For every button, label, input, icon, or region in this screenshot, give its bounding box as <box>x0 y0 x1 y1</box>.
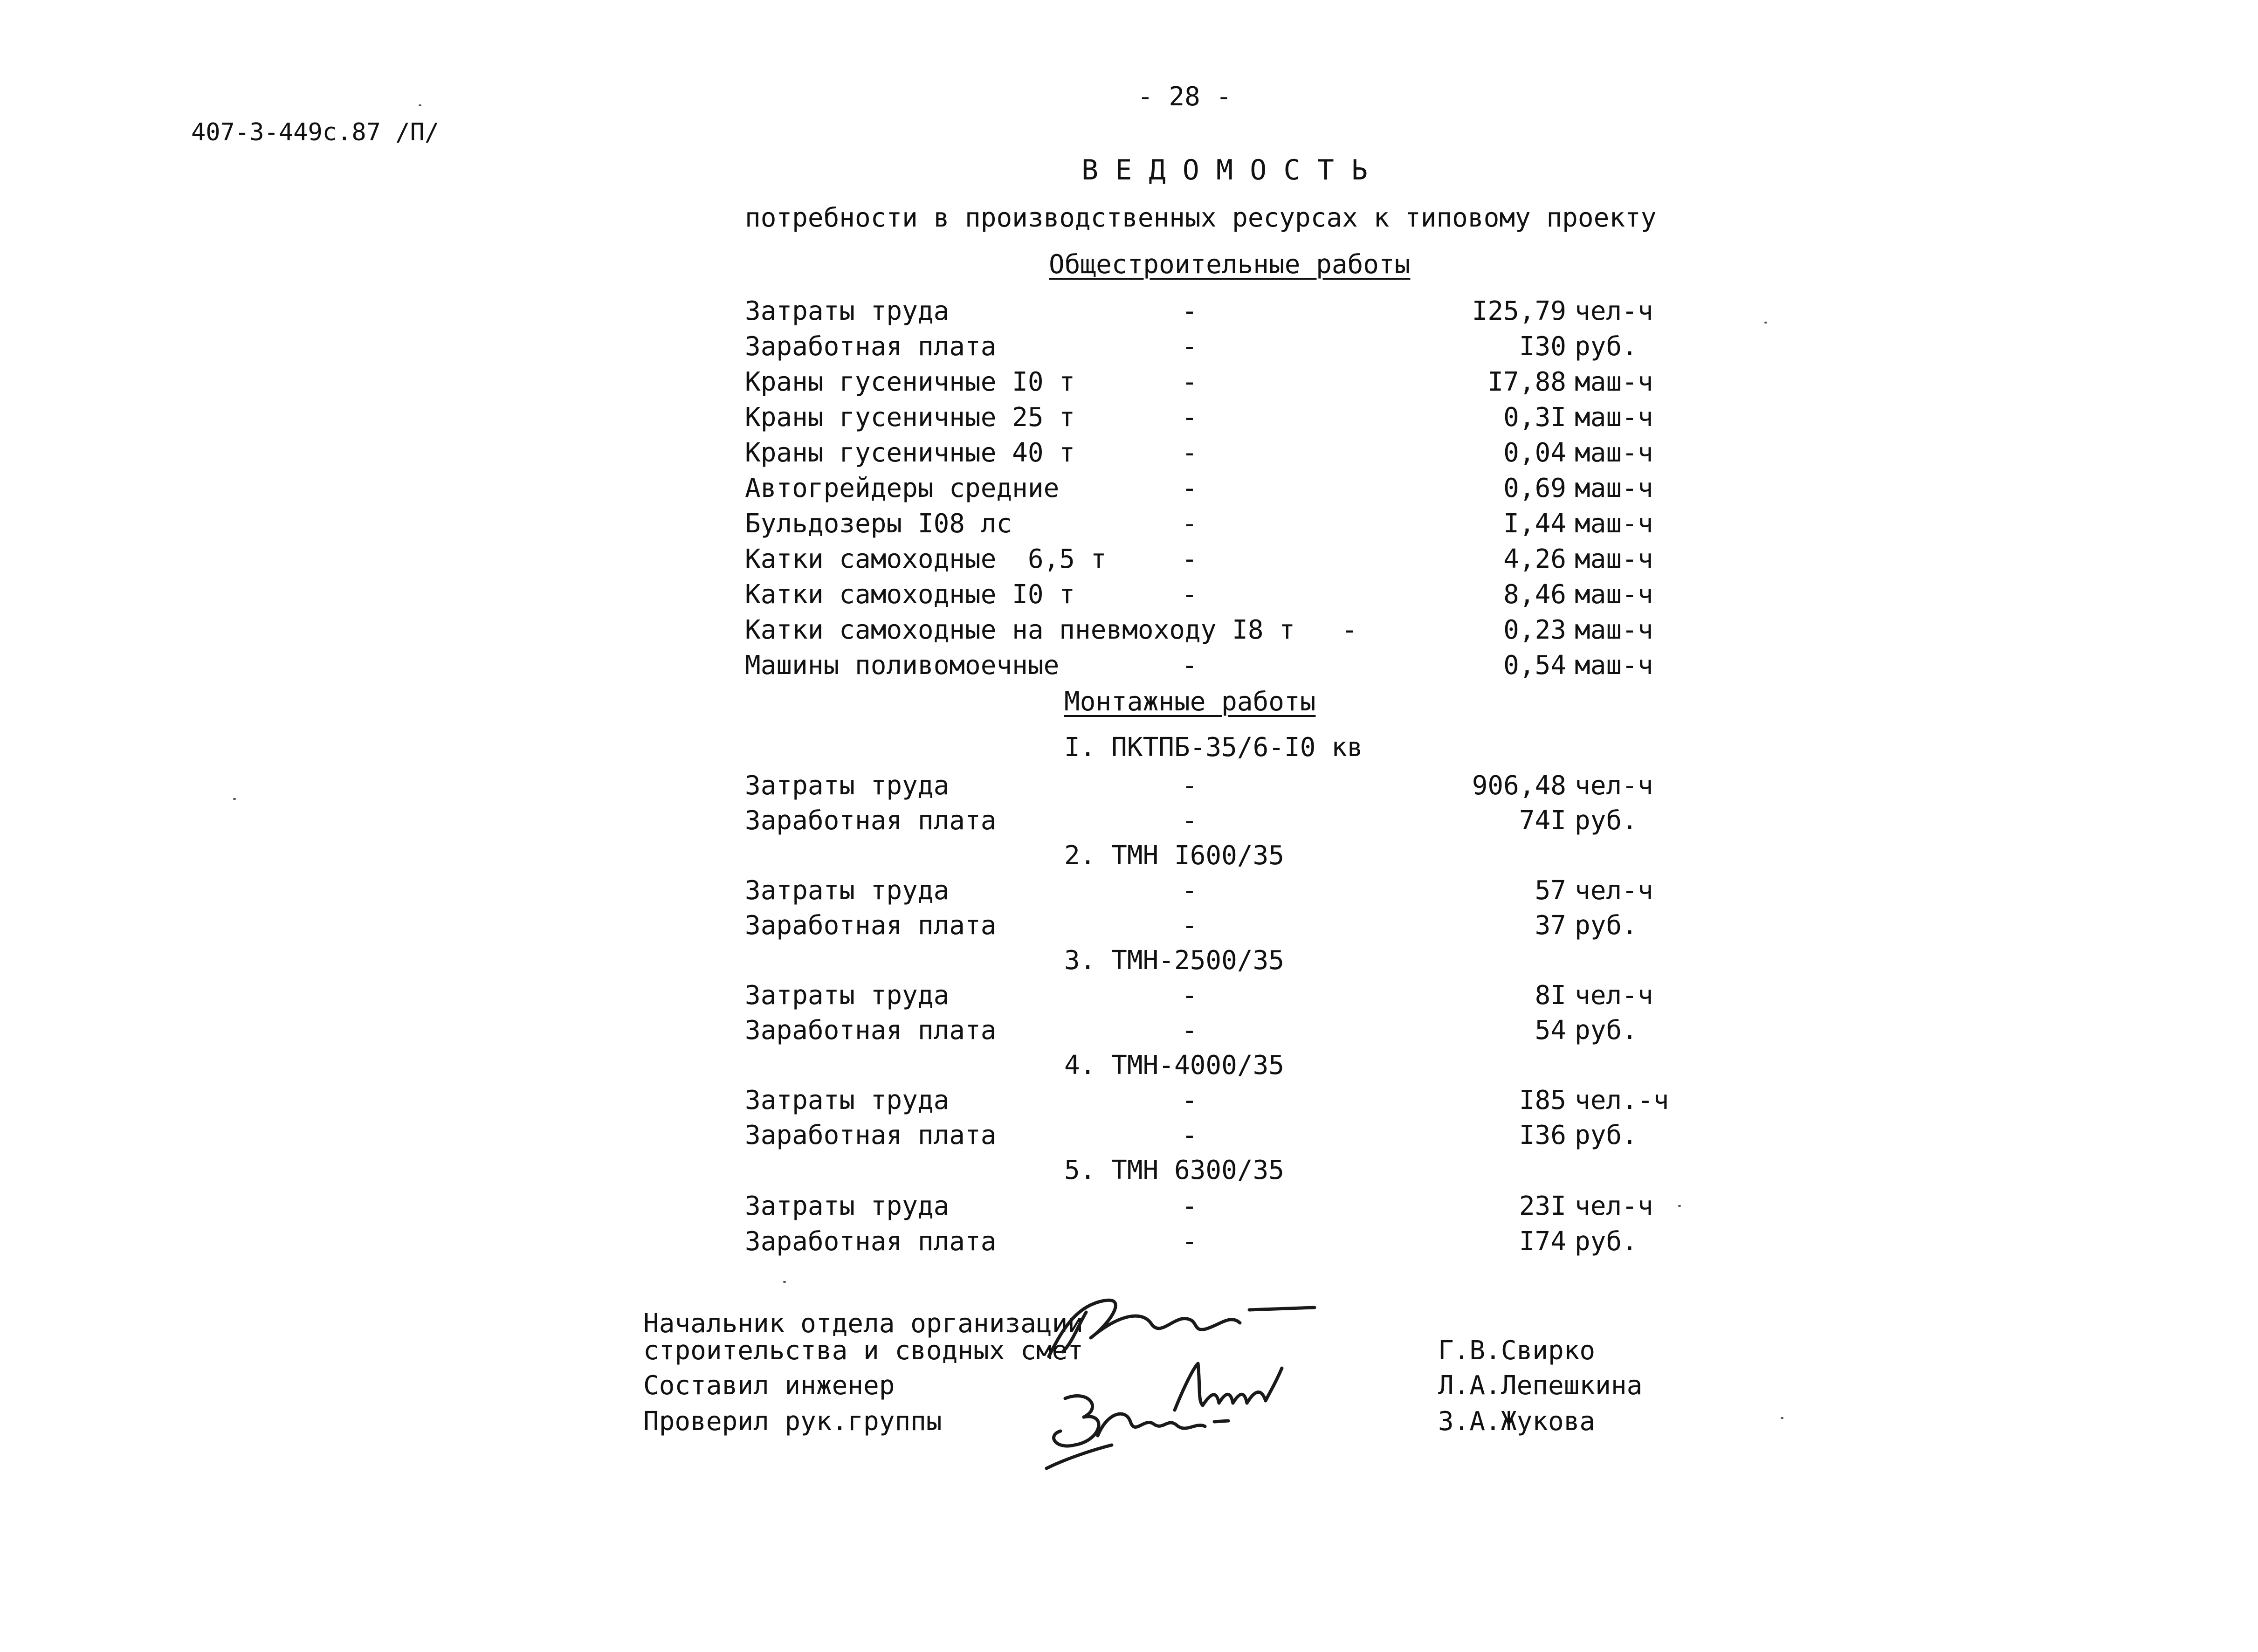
row-name: Затраты труда <box>745 296 950 326</box>
row-name: Краны гусеничные 25 т <box>745 402 1075 433</box>
group-title: 4. ТМН-4000/35 <box>1064 1050 1285 1081</box>
row-value: I25,79 <box>1472 296 1566 326</box>
row-value: 57 <box>1535 875 1566 906</box>
row-name: Заработная плата <box>745 331 997 362</box>
signatory-name: Г.В.Свирко <box>1438 1335 1596 1366</box>
row-unit: маш-ч <box>1575 438 1653 468</box>
row-dash: - <box>1182 331 1198 362</box>
row-dash: - <box>1182 473 1198 503</box>
row-unit: чел-ч <box>1575 875 1653 906</box>
signatory-role: строительства и сводных смет <box>643 1335 1084 1366</box>
row-value: 0,04 <box>1503 438 1566 468</box>
row-value: I85 <box>1519 1085 1566 1115</box>
row-dash: - <box>1182 438 1198 468</box>
row-name: Заработная плата <box>745 1120 997 1150</box>
row-value: 54 <box>1535 1015 1566 1046</box>
row-unit: руб. <box>1575 910 1638 941</box>
page-subtitle: потребности в производственных ресурсах к типовому проекту <box>745 203 1657 233</box>
row-dash: - <box>1182 1015 1198 1046</box>
row-dash: - <box>1182 805 1198 836</box>
row-value: 23I <box>1519 1191 1566 1221</box>
scan-speck <box>1764 322 1767 324</box>
row-name: Катки самоходные 6,5 т <box>745 544 1107 574</box>
row-value: 8I <box>1535 980 1566 1011</box>
row-dash: - <box>1182 402 1198 433</box>
row-unit: чел-ч <box>1575 980 1653 1011</box>
scan-speck <box>1781 1417 1783 1419</box>
signatory-name: Л.А.Лепешкина <box>1438 1370 1643 1401</box>
scan-speck <box>783 1281 786 1283</box>
row-unit: маш-ч <box>1575 579 1653 610</box>
row-dash: - <box>1182 1226 1198 1257</box>
row-dash: - <box>1182 771 1198 801</box>
row-name: Затраты труда <box>745 771 950 801</box>
row-name: Бульдозеры I08 лс <box>745 509 1012 539</box>
signature-3-graphic <box>1037 1380 1252 1473</box>
scan-speck <box>419 104 421 106</box>
row-name: Автогрейдеры средние <box>745 473 1060 503</box>
signatory-role: Проверил рук.группы <box>643 1406 942 1437</box>
row-name: Затраты труда <box>745 875 950 906</box>
row-unit: маш-ч <box>1575 473 1653 503</box>
row-unit: маш-ч <box>1575 402 1653 433</box>
scan-speck <box>1678 1205 1681 1207</box>
section-heading-mounting: Монтажные работы <box>1064 687 1316 717</box>
row-dash: - <box>1182 367 1198 397</box>
document-code: 407-3-449с.87 /П/ <box>191 118 440 146</box>
row-value: 37 <box>1535 910 1566 941</box>
row-name: Заработная плата <box>745 805 997 836</box>
group-title: I. ПКТПБ-35/6-I0 кв <box>1064 732 1363 763</box>
group-title: 3. ТМН-2500/35 <box>1064 945 1285 976</box>
row-name: Катки самоходные на пневмоходу I8 т <box>745 615 1295 645</box>
row-dash: - <box>1342 615 1357 645</box>
row-dash: - <box>1182 579 1198 610</box>
row-dash: - <box>1182 910 1198 941</box>
row-value: 0,69 <box>1503 473 1566 503</box>
group-title: 2. ТМН I600/35 <box>1064 840 1285 871</box>
row-unit: руб. <box>1575 1226 1638 1257</box>
row-dash: - <box>1182 509 1198 539</box>
row-dash: - <box>1182 650 1198 681</box>
signatory-name: З.А.Жукова <box>1438 1406 1596 1437</box>
row-value: I30 <box>1519 331 1566 362</box>
row-name: Заработная плата <box>745 1226 997 1257</box>
row-name: Заработная плата <box>745 1015 997 1046</box>
row-dash: - <box>1182 1085 1198 1115</box>
page-number: - 28 - <box>1137 82 1232 112</box>
row-unit: чел-ч <box>1575 1191 1653 1221</box>
row-name: Краны гусеничные 40 т <box>745 438 1075 468</box>
row-unit: чел-ч <box>1575 296 1653 326</box>
signatory-role: Составил инженер <box>643 1370 895 1401</box>
row-value: I74 <box>1519 1226 1566 1257</box>
row-value: 0,54 <box>1503 650 1566 681</box>
row-name: Затраты труда <box>745 980 950 1011</box>
row-name: Машины поливомоечные <box>745 650 1060 681</box>
signature-1-graphic <box>1035 1287 1324 1361</box>
row-unit: чел-ч <box>1575 771 1653 801</box>
row-unit: руб. <box>1575 1015 1638 1046</box>
row-value: 74I <box>1519 805 1566 836</box>
row-dash: - <box>1182 1191 1198 1221</box>
row-value: I36 <box>1519 1120 1566 1150</box>
row-unit: маш-ч <box>1575 367 1653 397</box>
row-dash: - <box>1182 875 1198 906</box>
row-unit: чел.-ч <box>1575 1085 1669 1115</box>
row-value: 0,23 <box>1503 615 1566 645</box>
row-unit: руб. <box>1575 331 1638 362</box>
scan-speck <box>233 798 236 800</box>
row-value: 0,3I <box>1503 402 1566 433</box>
row-unit: маш-ч <box>1575 615 1653 645</box>
row-name: Заработная плата <box>745 910 997 941</box>
row-name: Краны гусеничные I0 т <box>745 367 1075 397</box>
row-unit: руб. <box>1575 1120 1638 1150</box>
section-heading-general: Общестроительные работы <box>1049 249 1411 280</box>
row-unit: руб. <box>1575 805 1638 836</box>
group-title: 5. ТМН 6300/35 <box>1064 1155 1285 1185</box>
row-value: 8,46 <box>1503 579 1566 610</box>
row-dash: - <box>1182 296 1198 326</box>
row-unit: маш-ч <box>1575 650 1653 681</box>
row-value: 906,48 <box>1472 771 1566 801</box>
row-value: 4,26 <box>1503 544 1566 574</box>
row-dash: - <box>1182 980 1198 1011</box>
row-name: Затраты труда <box>745 1191 950 1221</box>
page-title: В Е Д О М О С Т Ь <box>1081 154 1368 186</box>
row-dash: - <box>1182 1120 1198 1150</box>
row-name: Затраты труда <box>745 1085 950 1115</box>
row-unit: маш-ч <box>1575 509 1653 539</box>
row-name: Катки самоходные I0 т <box>745 579 1075 610</box>
row-unit: маш-ч <box>1575 544 1653 574</box>
row-value: I7,88 <box>1487 367 1566 397</box>
signatory-role: Начальник отдела организации <box>643 1308 1084 1339</box>
row-value: I,44 <box>1503 509 1566 539</box>
row-dash: - <box>1182 544 1198 574</box>
